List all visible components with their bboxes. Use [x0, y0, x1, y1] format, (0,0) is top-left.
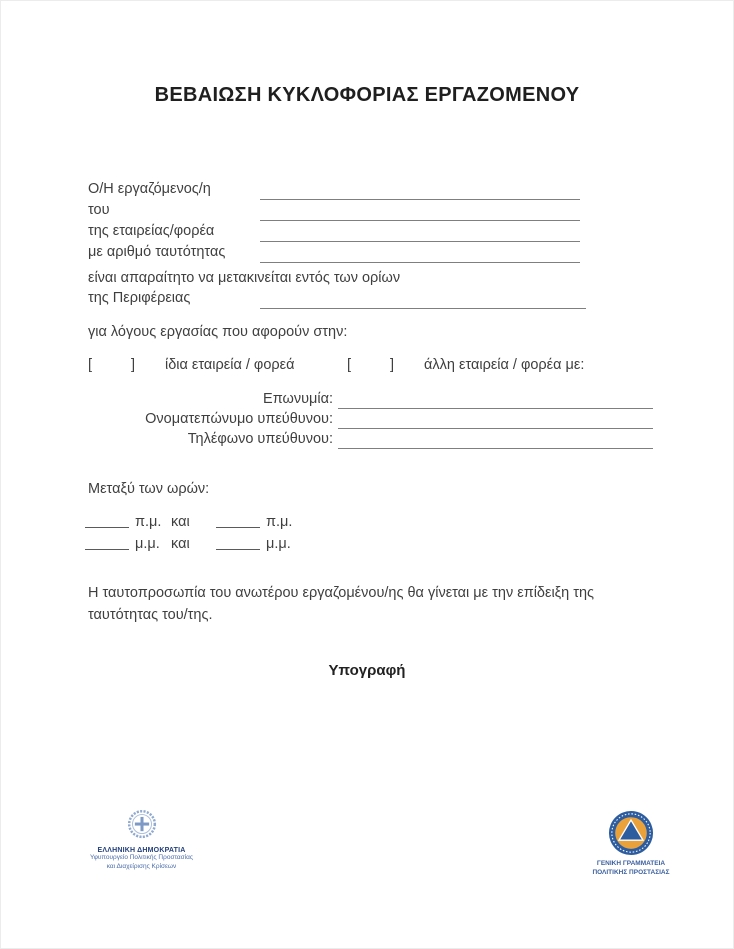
company-name-field[interactable]: [338, 392, 653, 409]
movement-intro-text: είναι απαραίτητο να μετακινείται εντός των ορίων: [88, 270, 401, 286]
other-company-option-label: άλλη εταιρεία / φορέα με:: [424, 357, 585, 373]
company-details-section: [88, 389, 653, 449]
signature-label: Υπογραφή: [328, 662, 406, 679]
hours-am-to-suffix: π.μ.: [266, 514, 293, 530]
company-label: της εταιρείας/φορέα: [88, 223, 215, 239]
region-field[interactable]: [260, 291, 586, 309]
civil-protection-line2: ΠΟΛΙΤΙΚΗΣ ΠΡΟΣΤΑΣΙΑΣ: [592, 868, 670, 876]
id-number-label: με αριθμό ταυτότητας: [88, 244, 226, 260]
company-options-row: [88, 355, 648, 375]
company-field[interactable]: [260, 224, 580, 242]
hours-pm-from-field[interactable]: [85, 534, 129, 550]
purpose-intro-text: για λόγους εργασίας που αφορούν στην:: [88, 324, 348, 340]
hours-pm-conjunction: και: [171, 536, 190, 552]
page-title: ΒΕΒΑΙΩΣΗ ΚΥΚΛΟΦΟΡΙΑΣ ΕΡΓΑΖΟΜΕΝΟΥ: [154, 84, 580, 106]
hours-am-from-suffix: π.μ.: [135, 514, 162, 530]
same-company-checkbox-close-bracket[interactable]: ]: [131, 357, 136, 373]
hours-pm-to-field[interactable]: [216, 534, 260, 550]
other-company-checkbox-open-bracket[interactable]: [: [347, 357, 352, 373]
ministry-subtitle-line1: Υφυπουργείο Πολιτικής Προστασίας: [89, 854, 194, 861]
hellenic-republic-emblem-icon: [123, 806, 161, 844]
hours-row-pm: [85, 534, 325, 556]
same-company-checkbox-open-bracket[interactable]: [: [88, 357, 93, 373]
company-row: [88, 221, 580, 242]
id-number-row: [88, 242, 580, 263]
hours-row-am: [85, 512, 325, 534]
employee-name-label: Ο/Η εργαζόμενος/η: [88, 181, 211, 197]
employee-name-field[interactable]: [260, 182, 580, 200]
responsible-phone-field[interactable]: [338, 432, 653, 449]
identification-note: Η ταυτοπροσωπία του ανωτέρου εργαζομένου/ης θα γίνεται με την επίδειξη της ταυτότητας του/της.: [88, 585, 595, 623]
region-row: [88, 288, 586, 309]
company-name-label: Επωνυμία:: [263, 391, 333, 407]
hours-pm-to-suffix: μ.μ.: [266, 536, 291, 552]
identity-fields-section: [88, 179, 580, 263]
same-company-option-label: ίδια εταιρεία / φορεά: [165, 357, 295, 373]
responsible-phone-label: Τηλέφωνο υπεύθυνου:: [187, 431, 333, 447]
civil-protection-line1: ΓΕΝΙΚΗ ΓΡΑΜΜΑΤΕΙΑ: [596, 860, 666, 867]
region-label: της Περιφέρειας: [88, 290, 191, 306]
civil-protection-logo-icon: [608, 810, 654, 856]
ministry-subtitle-line2: και Διαχείρισης Κρίσεων: [106, 862, 177, 870]
responsible-phone-row: [88, 429, 653, 449]
hours-pm-from-suffix: μ.μ.: [135, 536, 160, 552]
father-name-label: του: [88, 202, 110, 218]
father-name-row: [88, 200, 580, 221]
employee-name-row: [88, 179, 580, 200]
responsible-name-field[interactable]: [338, 412, 653, 429]
other-company-checkbox-close-bracket[interactable]: ]: [390, 357, 395, 373]
father-name-field[interactable]: [260, 203, 580, 221]
hours-am-from-field[interactable]: [85, 512, 129, 528]
civil-protection-block: [588, 810, 674, 877]
responsible-name-label: Ονοματεπώνυμο υπεύθυνου:: [145, 411, 333, 427]
hours-heading: Μεταξύ των ωρών:: [88, 481, 210, 497]
movement-section: [88, 268, 586, 309]
hellenic-republic-block: [84, 806, 199, 871]
responsible-name-row: [88, 409, 653, 429]
id-number-field[interactable]: [260, 245, 580, 263]
hellenic-republic-title: ΕΛΛΗΝΙΚΗ ΔΗΜΟΚΡΑΤΙΑ: [97, 847, 186, 854]
hours-am-to-field[interactable]: [216, 512, 260, 528]
company-name-row: [88, 389, 653, 409]
hours-am-conjunction: και: [171, 514, 190, 530]
hours-section: [85, 512, 325, 556]
